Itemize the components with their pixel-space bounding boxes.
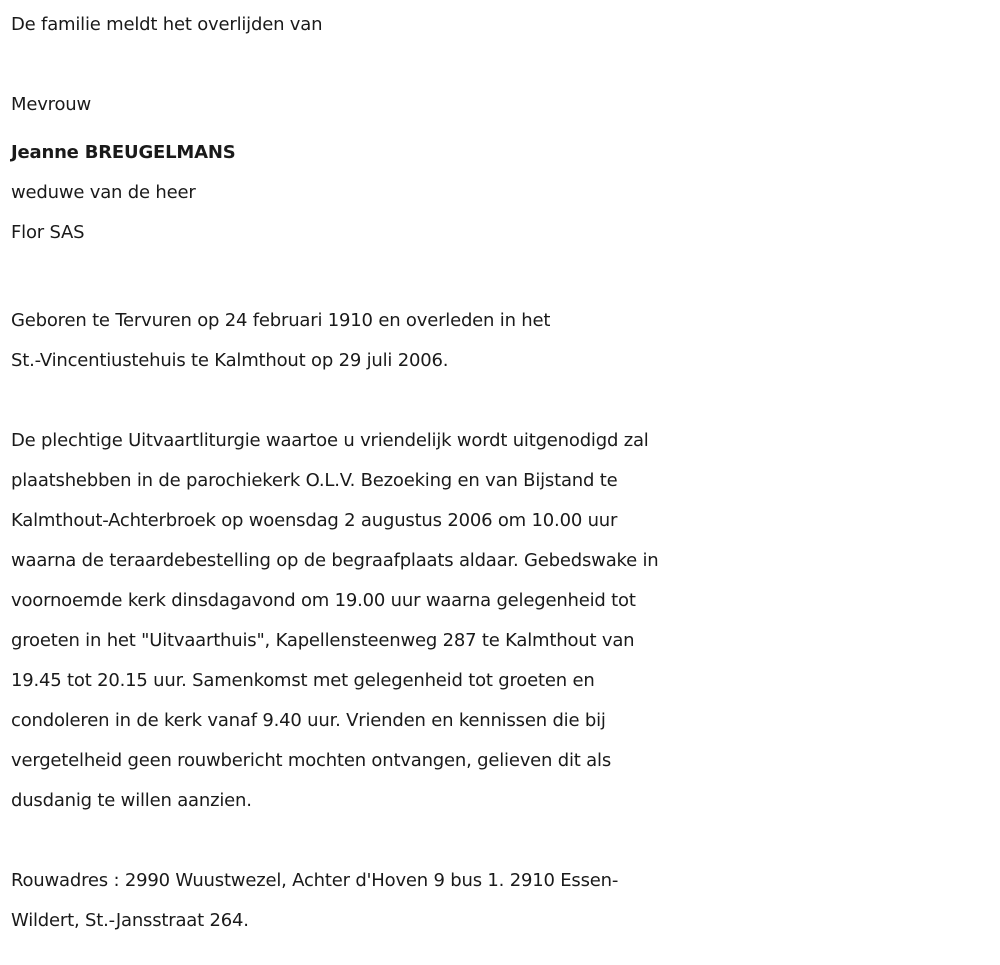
birth-death-paragraph (11, 301, 996, 381)
paragraph-line: Rouwadres : 2990 Wuustwezel, Achter d'Hoven 9 bus 1. 2910 Essen- (11, 870, 619, 891)
paragraph-line: Geboren te Tervuren op 24 februari 1910 en overleden in het (11, 310, 551, 331)
ceremony-paragraph (11, 421, 996, 821)
spouse-name: Flor SAS (11, 222, 85, 243)
paragraph-line: plaatshebben in de parochiekerk O.L.V. Bezoeking en van Bijstand te (11, 470, 618, 491)
paragraph-line: Wildert, St.-Jansstraat 264. (11, 910, 249, 931)
paragraph-line: voornoemde kerk dinsdagavond om 19.00 uur waarna gelegenheid tot (11, 590, 636, 611)
paragraph-line: condoleren in de kerk vanaf 9.40 uur. Vrienden en kennissen die bij (11, 710, 606, 731)
paragraph-line: St.-Vincentiustehuis te Kalmthout op 29 juli 2006. (11, 350, 449, 371)
paragraph-line: Kalmthout-Achterbroek op woensdag 2 augustus 2006 om 10.00 uur (11, 510, 618, 531)
paragraph-line: groeten in het "Uitvaarthuis", Kapellensteenweg 287 te Kalmthout van (11, 630, 635, 651)
paragraph-line: 19.45 tot 20.15 uur. Samenkomst met gelegenheid tot groeten en (11, 670, 595, 691)
death-notice (11, 0, 996, 941)
widow-of-text: weduwe van de heer (11, 182, 196, 203)
paragraph-line: vergetelheid geen rouwbericht mochten ontvangen, gelieven dit als (11, 750, 611, 771)
paragraph-line: waarna de teraardebestelling op de begraafplaats aldaar. Gebedswake in (11, 550, 659, 571)
salutation: Mevrouw (11, 94, 92, 115)
intro-text: De familie meldt het overlijden van (11, 14, 323, 35)
deceased-name: Jeanne BREUGELMANS (11, 142, 236, 163)
paragraph-line: dusdanig te willen aanzien. (11, 790, 252, 811)
paragraph-line: De plechtige Uitvaartliturgie waartoe u vriendelijk wordt uitgenodigd zal (11, 430, 649, 451)
address-paragraph (11, 861, 996, 941)
